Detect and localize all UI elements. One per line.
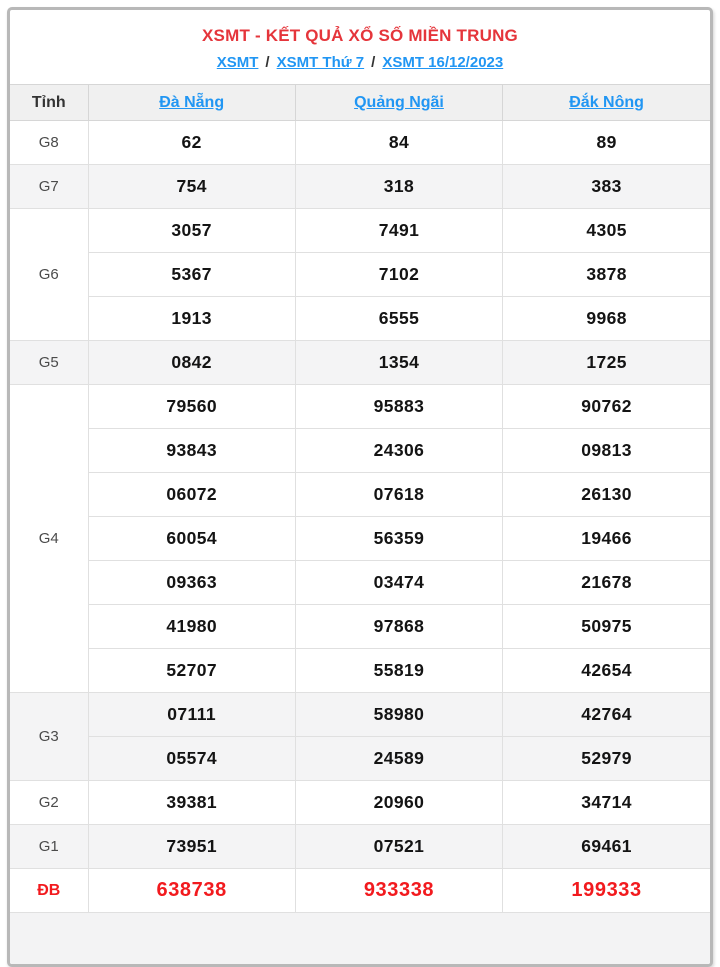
results-header: [10, 10, 710, 84]
breadcrumb-link-date[interactable]: XSMT 16/12/2023: [382, 54, 504, 71]
breadcrumb-link-xsmt[interactable]: XSMT: [216, 54, 259, 71]
prize-number: 318: [295, 165, 502, 209]
prize-number: 07618: [295, 473, 502, 517]
prize-row-G4-3: [10, 473, 710, 517]
prize-number: 1913: [88, 297, 295, 341]
prize-number: 1725: [503, 341, 710, 385]
breadcrumb: [10, 49, 710, 77]
prize-number: 24306: [295, 429, 502, 473]
page-title: XSMT - KẾT QUẢ XỔ SỐ MIỀN TRUNG: [202, 26, 518, 45]
prize-number: 5367: [88, 253, 295, 297]
breadcrumb-link-weekday[interactable]: XSMT Thứ 7: [276, 54, 365, 71]
prize-number: 7102: [295, 253, 502, 297]
prize-number: 42654: [503, 649, 710, 693]
prize-number: 55819: [295, 649, 502, 693]
prize-label-G3: G3: [10, 693, 88, 781]
lottery-results-panel: [7, 7, 713, 967]
prize-number: 84: [295, 121, 502, 165]
prize-number: 97868: [295, 605, 502, 649]
prize-label-G7: G7: [10, 165, 88, 209]
prize-number: 19466: [503, 517, 710, 561]
prize-row-G4-7: [10, 649, 710, 693]
prize-number: 383: [503, 165, 710, 209]
breadcrumb-separator: /: [265, 54, 270, 71]
results-table: [10, 84, 710, 913]
province-link-dak-nong[interactable]: Đắk Nông: [569, 93, 644, 111]
prize-number: 4305: [503, 209, 710, 253]
prize-number: 1354: [295, 341, 502, 385]
prize-label-G5: G5: [10, 341, 88, 385]
prize-number: 638738: [88, 869, 295, 913]
prize-label-G1: G1: [10, 825, 88, 869]
prize-number: 03474: [295, 561, 502, 605]
prize-number: 9968: [503, 297, 710, 341]
corner-header-tinh: Tỉnh: [10, 85, 88, 121]
prize-number: 50975: [503, 605, 710, 649]
province-header-da-nang: [88, 85, 295, 121]
prize-number: 05574: [88, 737, 295, 781]
table-header-row: [10, 85, 710, 121]
prize-number: 73951: [88, 825, 295, 869]
prize-number: 89: [503, 121, 710, 165]
prize-row-G4-5: [10, 561, 710, 605]
prize-row-G4-1: [10, 385, 710, 429]
prize-number: 69461: [503, 825, 710, 869]
prize-label-G4: G4: [10, 385, 88, 693]
prize-number: 7491: [295, 209, 502, 253]
prize-number: 24589: [295, 737, 502, 781]
prize-row-G6-2: [10, 253, 710, 297]
prize-number: 39381: [88, 781, 295, 825]
prize-row-ĐB: [10, 869, 710, 913]
prize-row-G6-3: [10, 297, 710, 341]
prize-row-G4-6: [10, 605, 710, 649]
prize-label-G8: G8: [10, 121, 88, 165]
prize-number: 3878: [503, 253, 710, 297]
prize-number: 09363: [88, 561, 295, 605]
province-header-dak-nong: [503, 85, 710, 121]
prize-number: 0842: [88, 341, 295, 385]
prize-number: 26130: [503, 473, 710, 517]
prize-number: 199333: [503, 869, 710, 913]
province-link-da-nang[interactable]: Đà Nẵng: [159, 93, 225, 111]
prize-label-ĐB: ĐB: [10, 869, 88, 913]
prize-number: 58980: [295, 693, 502, 737]
prize-number: 41980: [88, 605, 295, 649]
prize-number: 06072: [88, 473, 295, 517]
prize-number: 60054: [88, 517, 295, 561]
prize-number: 34714: [503, 781, 710, 825]
prize-number: 07111: [88, 693, 295, 737]
province-link-quang-ngai[interactable]: Quảng Ngãi: [354, 93, 444, 111]
prize-number: 93843: [88, 429, 295, 473]
prize-row-G4-4: [10, 517, 710, 561]
prize-number: 3057: [88, 209, 295, 253]
prize-number: 07521: [295, 825, 502, 869]
prize-number: 09813: [503, 429, 710, 473]
province-header-quang-ngai: [295, 85, 502, 121]
prize-number: 933338: [295, 869, 502, 913]
prize-number: 754: [88, 165, 295, 209]
prize-row-G5: [10, 341, 710, 385]
next-section-stub: [10, 913, 710, 967]
prize-number: 79560: [88, 385, 295, 429]
prize-number: 42764: [503, 693, 710, 737]
prize-number: 95883: [295, 385, 502, 429]
prize-number: 52979: [503, 737, 710, 781]
prize-row-G7: [10, 165, 710, 209]
prize-row-G6-1: [10, 209, 710, 253]
prize-number: 52707: [88, 649, 295, 693]
prize-row-G3-1: [10, 693, 710, 737]
prize-row-G8: [10, 121, 710, 165]
prize-row-G2: [10, 781, 710, 825]
prize-number: 21678: [503, 561, 710, 605]
prize-number: 6555: [295, 297, 502, 341]
prize-number: 90762: [503, 385, 710, 429]
prize-row-G1: [10, 825, 710, 869]
prize-row-G4-2: [10, 429, 710, 473]
prize-label-G6: G6: [10, 209, 88, 341]
prize-row-G3-2: [10, 737, 710, 781]
prize-label-G2: G2: [10, 781, 88, 825]
prize-number: 56359: [295, 517, 502, 561]
prize-number: 62: [88, 121, 295, 165]
prize-number: 20960: [295, 781, 502, 825]
breadcrumb-separator: /: [371, 54, 376, 71]
